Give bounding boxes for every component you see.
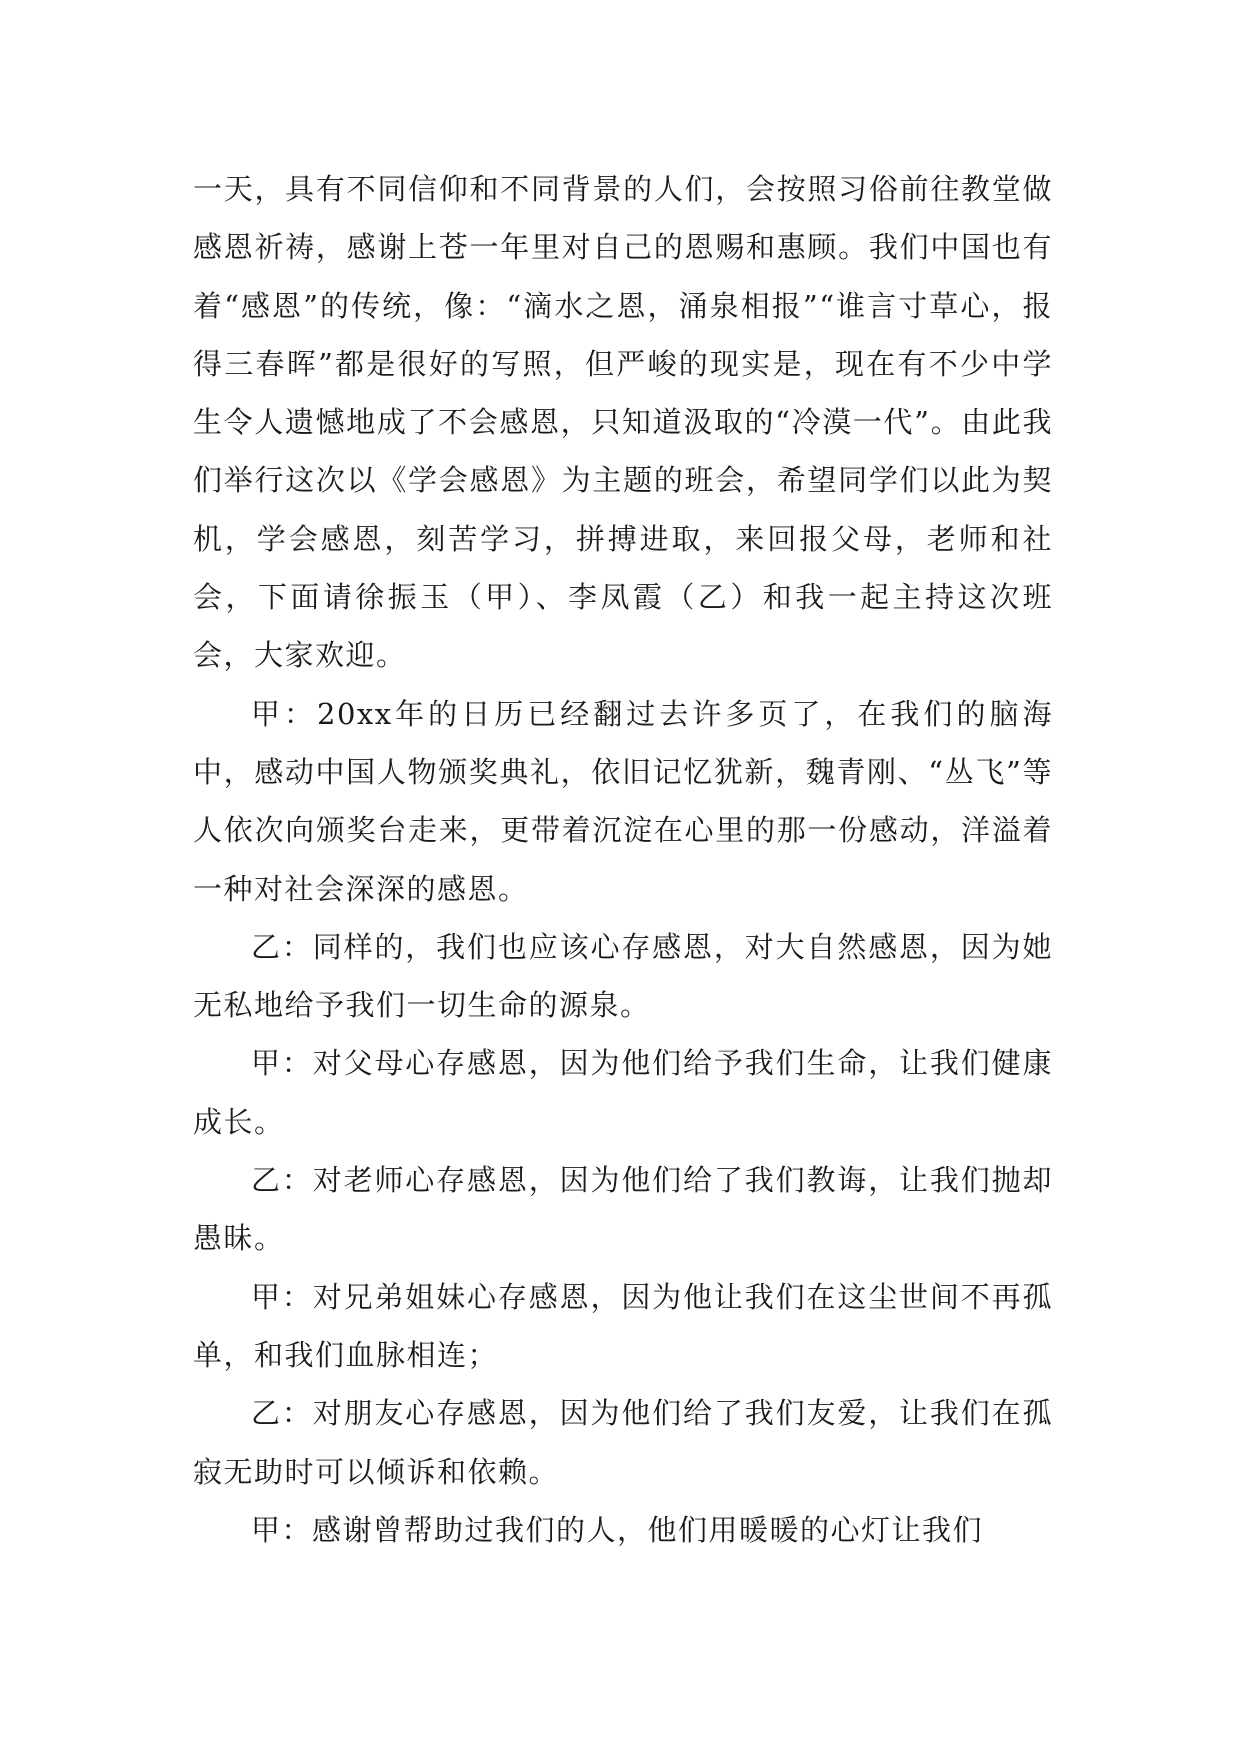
paragraph-yi-2: 乙：对老师心存感恩，因为他们给了我们教诲，让我们抛却愚昧。 bbox=[193, 1163, 1053, 1256]
paragraph-yi-3: 乙：对朋友心存感恩，因为他们给了我们友爱，让我们在孤寂无助时可以倾诉和依赖。 bbox=[193, 1396, 1053, 1489]
paragraph-jia-4: 甲：感谢曾帮助过我们的人，他们用暖暖的心灯让我们 bbox=[251, 1512, 984, 1547]
paragraph-yi-1: 乙：同样的，我们也应该心存感恩，对大自然感恩，因为她无私地给予我们一切生命的源泉。 bbox=[193, 929, 1053, 1023]
paragraph-jia-3: 甲：对兄弟姐妹心存感恩，因为他让我们在这尘世间不再孤单，和我们血脉相连； bbox=[193, 1279, 1053, 1372]
paragraph-intro-continued: 一天，具有不同信仰和不同背景的人们，会按照习俗前往教堂做感恩祈祷，感谢上苍一年里对自己的恩赐和惠顾。我们中国也有着“感恩”的传统，像：“滴水之恩，涌泉相报”“谁言寸草心，报得三春晖”都是很好的写照，但严峻的现实是，现在有不少中学生令人遗憾地成了不会感恩，只知道汲取的“冷漠一代”。由此我们举行这次以《学会感恩》为主题的班会，希望同学们以此为契机，学会感恩，刻苦学习，拼搏进取，来回报父母，老师和社会，下面请徐振玉（甲）、李凤霞（乙）和我一起主持这次班会，大家欢迎。 bbox=[193, 172, 1053, 673]
document-body bbox=[193, 160, 1053, 1559]
paragraph-jia-1: 甲：20xx年的日历已经翻过去许多页了，在我们的脑海中，感动中国人物颁奖典礼，依旧记忆犹新，魏青刚、“丛飞”等人依次向颁奖台走来，更带着沉淀在心里的那一份感动，洋溢着一种对社会深深的感恩。 bbox=[193, 696, 1053, 906]
paragraph-jia-2: 甲：对父母心存感恩，因为他们给予我们生命，让我们健康成长。 bbox=[193, 1046, 1053, 1139]
